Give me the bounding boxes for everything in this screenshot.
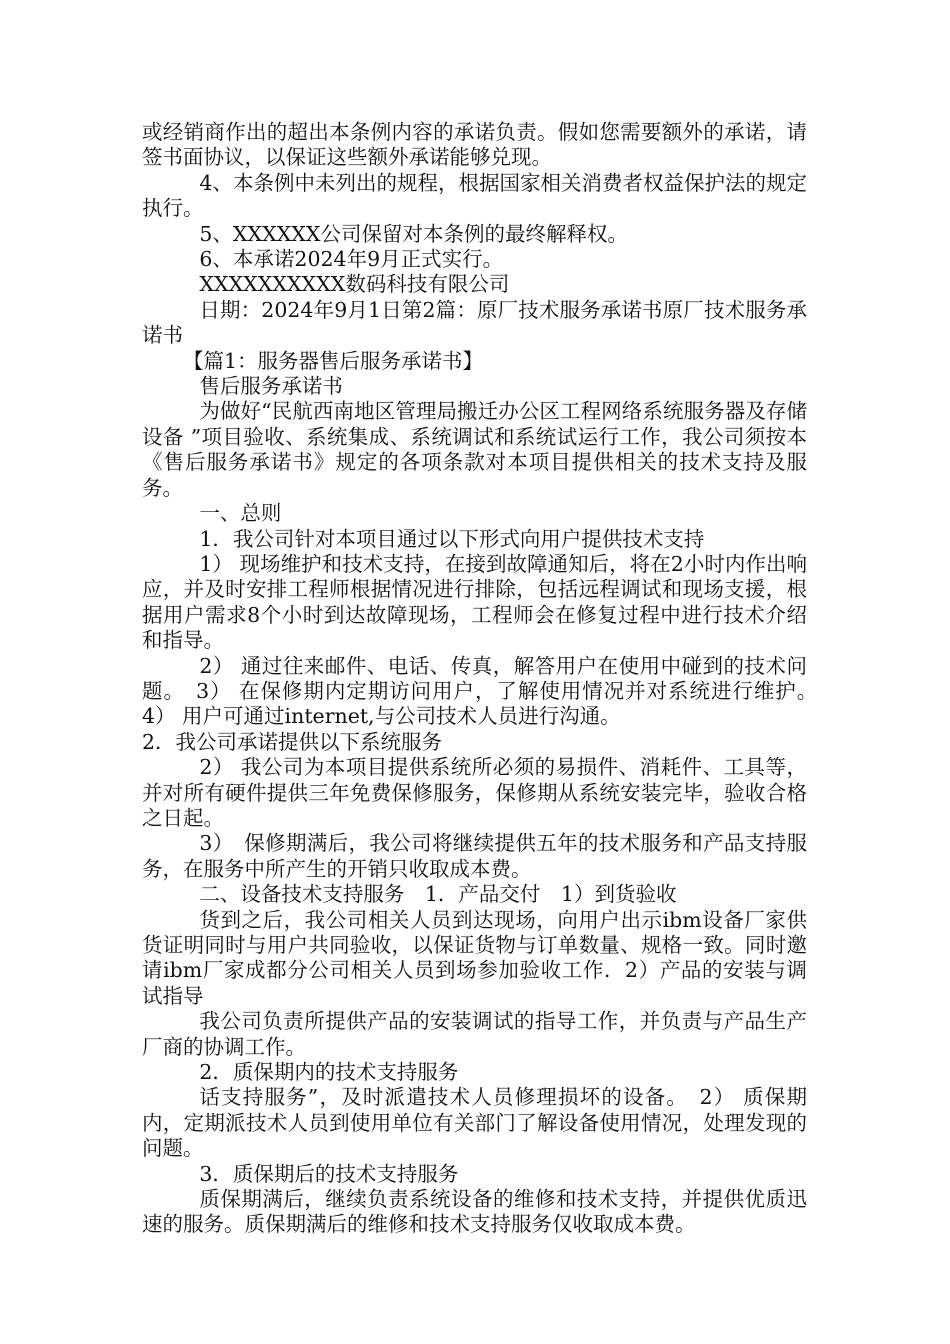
- paragraph: 4、本条例中未列出的规程，根据国家相关消费者权益保护法的规定执行。: [142, 170, 807, 221]
- paragraph: 6、本承诺2024年9月正式实行。: [199, 247, 504, 272]
- company-signature: XXXXXXXXXX数码科技有限公司: [199, 272, 510, 297]
- document-title: 售后服务承诺书: [199, 374, 343, 399]
- paragraph: 2） 通过往来邮件、电话、传真，解答用户在使用中碰到的技术问题。 3） 在保修期内定期访问用户，了解使用情况并对系统进行维护。 4） 用户可通过internet,与公司技术人员进行沟通。: [142, 653, 828, 729]
- document-body: [142, 120, 828, 1238]
- section-heading: 一、总则: [199, 501, 282, 526]
- paragraph: 我公司负责所提供产品的安装调试的指导工作，并负责与产品生产厂商的协调工作。: [142, 1009, 807, 1059]
- section-heading: 3．质保期后的技术支持服务: [199, 1161, 459, 1186]
- paragraph: 或经销商作出的超出本条例内容的承诺负责。假如您需要额外的承诺，请签书面协议，以保证这些额外承诺能够兑现。: [142, 120, 807, 170]
- paragraph: 货到之后，我公司相关人员到达现场，向用户出示ibm设备厂家供货证明同时与用户共同验收，以保证货物与订单数量、规格一致。同时邀请ibm厂家成都分公司相关人员到场参加验收工作．2）产品的安装与调试指导: [142, 907, 807, 1008]
- section-heading: 2．质保期内的技术支持服务: [199, 1060, 459, 1085]
- paragraph: 3） 保修期满后，我公司将继续提供五年的技术服务和产品支持服务，在服务中所产生的开销只收取成本费。: [142, 831, 807, 881]
- paragraph: 5、XXXXXX公司保留对本条例的最终解释权。: [199, 221, 628, 246]
- paragraph: 2） 我公司为本项目提供系统所必须的易损件、消耗件、工具等，并对所有硬件提供三年免费保修服务，保修期从系统安装完毕，验收合格之日起。: [142, 755, 807, 830]
- paragraph: 质保期满后，继续负责系统设备的维修和技术支持，并提供优质迅速的服务。质保期满后的维修和技术支持服务仅收取成本费。: [142, 1187, 807, 1237]
- section-heading: 【篇1：服务器售后服务承诺书】: [183, 348, 484, 373]
- section-heading: 二、设备技术支持服务 1．产品交付 1）到货验收: [199, 882, 677, 907]
- paragraph: 1．我公司针对本项目通过以下形式向用户提供技术支持: [199, 526, 705, 551]
- paragraph: 1） 现场维护和技术支持，在接到故障通知后，将在2小时内作出响应，并及时安排工程师根据情况进行排除，包括远程调试和现场支援，根据用户需求8个小时到达故障现场，工程师会在修复过程中进行技术介绍和指导。: [142, 551, 807, 653]
- paragraph: 2．我公司承诺提供以下系统服务: [142, 729, 443, 754]
- paragraph: 话支持服务”，及时派遣技术人员修理损坏的设备。 2） 质保期内，定期派技术人员到使用单位有关部门了解设备使用情况，处理发现的问题。: [142, 1085, 807, 1161]
- date-line: 日期：2024年9月1日第2篇：原厂技术服务承诺书原厂技术服务承诺书: [142, 297, 807, 348]
- paragraph: 为做好“民航西南地区管理局搬迁办公区工程网络系统服务器及存储设备 ”项目验收、系统集成、系统调试和系统试运行工作，我公司须按本《售后服务承诺书》规定的各项条款对本项目提供相关的技术支持及服务。: [142, 399, 807, 500]
